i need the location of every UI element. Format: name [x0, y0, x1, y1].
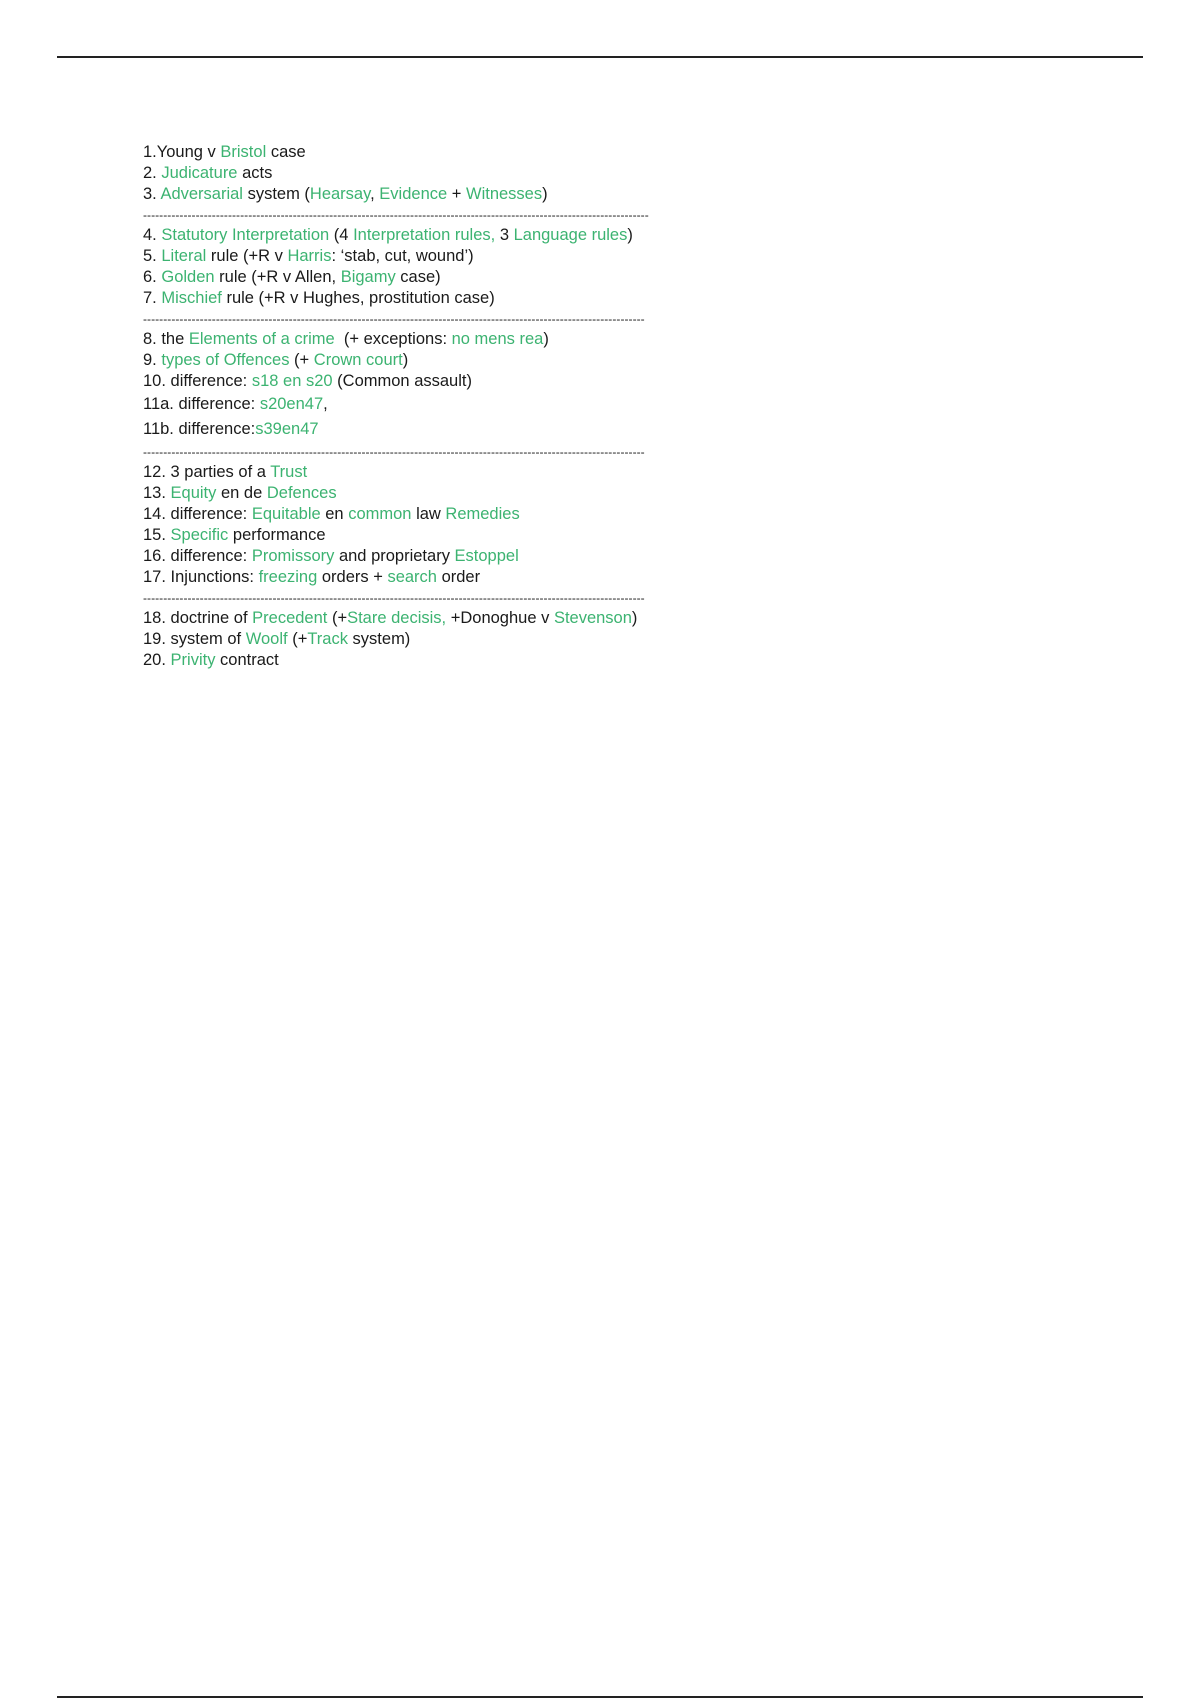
highlighted-term: Golden	[161, 268, 215, 286]
list-item	[143, 267, 1043, 288]
list-item	[143, 288, 1043, 309]
item-text: and proprietary	[334, 547, 455, 565]
item-text: )	[402, 351, 409, 369]
item-text: en de	[216, 484, 267, 502]
item-text: 3.	[143, 185, 161, 203]
list-item	[143, 371, 1043, 392]
item-text: (+	[289, 351, 314, 369]
item-text: 18. doctrine of	[143, 609, 253, 627]
highlighted-term: Bigamy	[340, 268, 396, 286]
highlighted-term: s18 en s20	[251, 372, 333, 390]
item-text: 2.	[143, 164, 162, 182]
item-text: )	[631, 609, 638, 627]
list-item	[143, 504, 1043, 525]
section-separator: ----------------------------------------------------------------------------------------------------------------------------	[143, 312, 645, 326]
item-text: case	[266, 143, 306, 161]
list-item	[143, 567, 1043, 588]
list-item	[143, 483, 1043, 504]
list-item	[143, 142, 1043, 163]
item-text: rule (+R v	[206, 247, 288, 265]
highlighted-term: freezing	[258, 568, 318, 586]
highlighted-term: Specific	[170, 526, 229, 544]
list-item	[143, 392, 1043, 417]
item-text: 10. difference:	[143, 372, 252, 390]
list-item	[143, 417, 1043, 442]
item-text: +Donoghue v	[446, 609, 554, 627]
item-text: contract	[215, 651, 279, 669]
item-text: +	[447, 185, 466, 203]
item-text: )	[543, 330, 549, 348]
highlighted-term: Hearsay	[309, 185, 371, 203]
highlighted-term: Stare decisis,	[347, 609, 447, 627]
item-text: case)	[395, 268, 441, 286]
list-item	[143, 546, 1043, 567]
highlighted-term: Elements of a crime	[188, 330, 335, 348]
highlighted-term: Witnesses	[466, 185, 543, 203]
highlighted-term: Harris	[287, 247, 332, 265]
item-text: ,	[370, 185, 380, 203]
item-text: : ‘stab, cut, wound’)	[331, 247, 474, 265]
item-text: )	[627, 226, 633, 244]
highlighted-term: Precedent	[252, 609, 328, 627]
list-item	[143, 462, 1043, 483]
item-text: system (	[242, 185, 310, 203]
highlighted-term: no mens rea	[451, 330, 544, 348]
item-text: 11a. difference:	[143, 395, 260, 413]
item-text: 13.	[143, 484, 171, 502]
highlighted-term: Woolf	[245, 630, 288, 648]
highlighted-term: Statutory Interpretation	[161, 226, 330, 244]
item-text: 9.	[143, 351, 162, 369]
item-text: law	[411, 505, 446, 523]
item-text: rule (+R v Allen,	[214, 268, 341, 286]
item-text: 12. 3 parties of a	[143, 463, 271, 481]
highlighted-term: Adversarial	[160, 185, 243, 203]
highlighted-term: Bristol	[220, 143, 267, 161]
item-text: ,	[323, 395, 328, 413]
highlighted-term: search	[387, 568, 437, 586]
highlighted-term: Language rules	[513, 226, 628, 244]
list-item	[143, 184, 1043, 205]
item-text: 6.	[143, 268, 162, 286]
highlighted-term: common	[348, 505, 412, 523]
list-item	[143, 629, 1043, 650]
highlighted-term: Trust	[270, 463, 308, 481]
item-text: )	[542, 185, 548, 203]
list-item	[143, 525, 1043, 546]
item-text: performance	[228, 526, 326, 544]
item-text: (4	[329, 226, 354, 244]
item-text: en	[320, 505, 349, 523]
section-separator: ----------------------------------------------------------------------------------------------------------------------------	[143, 591, 645, 605]
item-text: 4.	[143, 226, 162, 244]
section-separator: -----------------------------------------------------------------------------------------------------------------------------	[143, 208, 649, 222]
list-item	[143, 246, 1043, 267]
list-item	[143, 350, 1043, 371]
item-text: 11b. difference:	[143, 420, 256, 438]
item-text: system)	[347, 630, 411, 648]
highlighted-term: s20en47	[259, 395, 324, 413]
highlighted-term: Remedies	[445, 505, 520, 523]
highlighted-term: Stevenson	[553, 609, 632, 627]
highlighted-term: Promissory	[251, 547, 335, 565]
item-text: 3	[495, 226, 514, 244]
list-item	[143, 329, 1043, 350]
item-text: 16. difference:	[143, 547, 252, 565]
item-text: 20.	[143, 651, 171, 669]
footer-rule	[57, 1696, 1143, 1698]
item-text: 7.	[143, 289, 162, 307]
highlighted-term: Equitable	[251, 505, 321, 523]
list-item	[143, 163, 1043, 184]
item-text: 15.	[143, 526, 171, 544]
highlighted-term: Defences	[266, 484, 337, 502]
highlighted-term: Literal	[161, 247, 207, 265]
list-item	[143, 650, 1043, 671]
item-text: (+	[287, 630, 308, 648]
list-item	[143, 608, 1043, 629]
highlighted-term: Estoppel	[454, 547, 519, 565]
section-separator: ----------------------------------------------------------------------------------------------------------------------------	[143, 445, 645, 459]
highlighted-term: Equity	[170, 484, 217, 502]
item-text: 14. difference:	[143, 505, 252, 523]
highlighted-term: Privity	[170, 651, 216, 669]
topic-list	[143, 142, 1043, 671]
item-text: 8. the	[143, 330, 189, 348]
highlighted-term: Evidence	[379, 185, 448, 203]
item-text: order	[436, 568, 481, 586]
item-text: (+	[327, 609, 348, 627]
highlighted-term: types of Offences	[161, 351, 290, 369]
item-text: 5.	[143, 247, 162, 265]
item-text: (Common assault)	[332, 372, 472, 390]
highlighted-term: Interpretation rules,	[353, 226, 496, 244]
item-text: rule (+R v Hughes, prostitution case)	[221, 289, 495, 307]
highlighted-term: Track	[307, 630, 348, 648]
item-text: 19. system of	[143, 630, 246, 648]
highlighted-term: Judicature	[161, 164, 238, 182]
header-rule	[57, 56, 1143, 58]
item-text: orders +	[317, 568, 388, 586]
item-text: 1.Young v	[143, 143, 221, 161]
highlighted-term: Crown court	[313, 351, 403, 369]
list-item	[143, 225, 1043, 246]
item-text: acts	[237, 164, 273, 182]
highlighted-term: s39en47	[255, 420, 319, 438]
item-text: 17. Injunctions:	[143, 568, 259, 586]
highlighted-term: Mischief	[161, 289, 222, 307]
item-text: (+ exceptions:	[334, 330, 452, 348]
